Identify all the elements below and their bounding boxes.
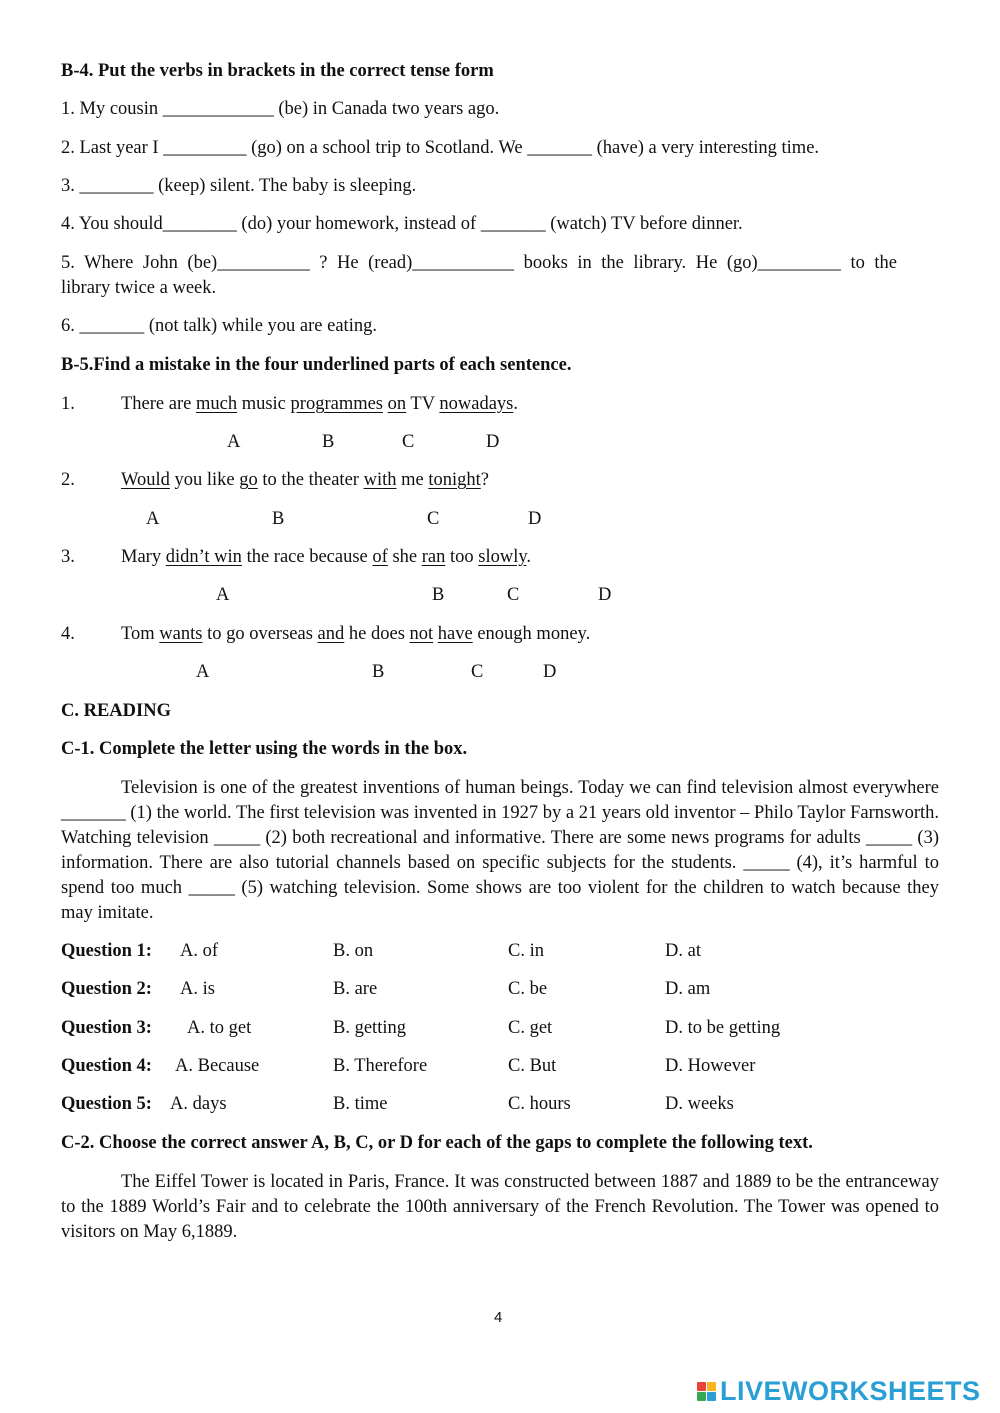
section-c2-heading: C-2. Choose the correct answer A, B, C, or D for each of the gaps to complete the following text. (61, 1133, 813, 1153)
option-a: A. is (180, 979, 215, 999)
option-b: B. time (333, 1094, 388, 1114)
option-c: C. hours (508, 1094, 571, 1114)
option-letter-a: A (146, 509, 160, 529)
b5-sentence-3: Mary didn’t win the race because of she ran too slowly. (121, 547, 532, 567)
underlined-part-b: of (372, 547, 388, 567)
section-c-heading: C. READING (61, 701, 171, 721)
option-b: B. getting (333, 1018, 406, 1038)
option-c: C. be (508, 979, 548, 999)
option-letter-a: A (216, 585, 230, 605)
option-letter-c: C (427, 509, 440, 529)
page-number: 4 (494, 1309, 503, 1326)
option-a: A. of (180, 941, 219, 961)
section-b4-heading: B-4. Put the verbs in brackets in the correct tense form (61, 61, 494, 81)
b5-s3-number: 3. (61, 547, 75, 567)
question-label: Question 4: (61, 1056, 152, 1076)
option-letter-b: B (322, 432, 335, 452)
b4-item-2: 2. Last year I _________ (go) on a school trip to Scotland. We _______ (have) a very interesting time. (61, 138, 820, 158)
underlined-part-c: with (363, 470, 397, 490)
b5-sentence-2: Would you like go to the theater with me tonight? (121, 470, 489, 490)
underlined-part-a: wants (159, 624, 203, 644)
c2-passage: The Eiffel Tower is located in Paris, France. It was constructed between 1887 and 1889 to be the entranceway to the 1889 World’s Fair and to celebrate the 100th anniversary of the French Revolution. The Tower was opened to visitors on May 6,1889. (61, 1172, 939, 1242)
option-a: A. to get (187, 1018, 252, 1038)
underlined-part-c: ran (421, 547, 446, 567)
underlined-part-c: not (409, 624, 434, 644)
option-letter-a: A (196, 662, 210, 682)
b4-item-1: 1. My cousin ____________ (be) in Canada two years ago. (61, 99, 500, 119)
underlined-part-d: have (437, 624, 473, 644)
option-b: B. are (333, 979, 378, 999)
option-c: C. But (508, 1056, 557, 1076)
logo-grid-icon (697, 1382, 716, 1401)
b5-s1-number: 1. (61, 394, 75, 414)
option-letter-c: C (507, 585, 520, 605)
b4-item-5-cont: library twice a week. (61, 278, 217, 298)
b4-item-4: 4. You should________ (do) your homework, instead of _______ (watch) TV before dinner. (61, 214, 743, 234)
underlined-part-b: go (239, 470, 258, 490)
c1-passage: Television is one of the greatest inventions of human beings. Today we can find television almost everywhere _______ (1) the world. The first television was invented in 1927 by a 21 years old inventor – Philo Taylor Farnsworth. Watching television _____ (2) both recreational and informative. There are some news programs for adults _____ (3) information. There are also tutorial channels based on specific subjects for the students. _____ (4), it’s harmful to spend too much _____ (5) watching television. Some shows are too violent for the children to watch because they may imitate. (61, 778, 939, 923)
option-letter-b: B (272, 509, 285, 529)
b5-s2-number: 2. (61, 470, 75, 490)
question-label: Question 1: (61, 941, 152, 961)
b5-sentence-4: Tom wants to go overseas and he does not have enough money. (121, 624, 591, 644)
option-letter-c: C (471, 662, 484, 682)
option-a: A. days (170, 1094, 227, 1114)
option-d: D. to be getting (665, 1018, 781, 1038)
option-letter-d: D (598, 585, 612, 605)
underlined-part-d: tonight (428, 470, 481, 490)
underlined-part-d: slowly (478, 547, 527, 567)
question-label: Question 5: (61, 1094, 152, 1114)
underlined-part-d: nowadays (439, 394, 514, 414)
underlined-part-a: Would (121, 470, 170, 490)
section-c1-heading: C-1. Complete the letter using the words in the box. (61, 739, 468, 759)
option-b: B. on (333, 941, 374, 961)
b4-item-3: 3. ________ (keep) silent. The baby is sleeping. (61, 176, 417, 196)
option-a: A. Because (175, 1056, 260, 1076)
option-b: B. Therefore (333, 1056, 428, 1076)
underlined-part-a: much (195, 394, 238, 414)
underlined-part-b: programmes (290, 394, 384, 414)
underlined-part-c: on (387, 394, 407, 414)
question-label: Question 3: (61, 1018, 152, 1038)
b5-s4-number: 4. (61, 624, 75, 644)
option-letter-c: C (402, 432, 415, 452)
option-c: C. in (508, 941, 544, 961)
b4-item-6: 6. _______ (not talk) while you are eating. (61, 316, 377, 336)
option-letter-b: B (372, 662, 385, 682)
logo-text: LIVEWORKSHEETS (720, 1376, 981, 1406)
question-label: Question 2: (61, 979, 152, 999)
option-d: D. at (665, 941, 701, 961)
option-letter-d: D (528, 509, 542, 529)
option-letter-d: D (486, 432, 500, 452)
option-d: D. weeks (665, 1094, 734, 1114)
option-d: D. am (665, 979, 711, 999)
option-d: D. However (665, 1056, 756, 1076)
option-letter-b: B (432, 585, 445, 605)
b4-item-5: 5. Where John (be)__________ ? He (read)___________ books in the library. He (go)_________ to the (61, 253, 897, 273)
liveworksheets-logo[interactable] (697, 1376, 981, 1407)
section-b5-heading: B-5.Find a mistake in the four underlined parts of each sentence. (61, 355, 572, 375)
underlined-part-a: didn’t win (165, 547, 242, 567)
option-letter-d: D (543, 662, 557, 682)
b5-sentence-1: There are much music programmes on TV nowadays. (121, 394, 518, 414)
underlined-part-b: and (317, 624, 345, 644)
option-letter-a: A (227, 432, 241, 452)
option-c: C. get (508, 1018, 553, 1038)
